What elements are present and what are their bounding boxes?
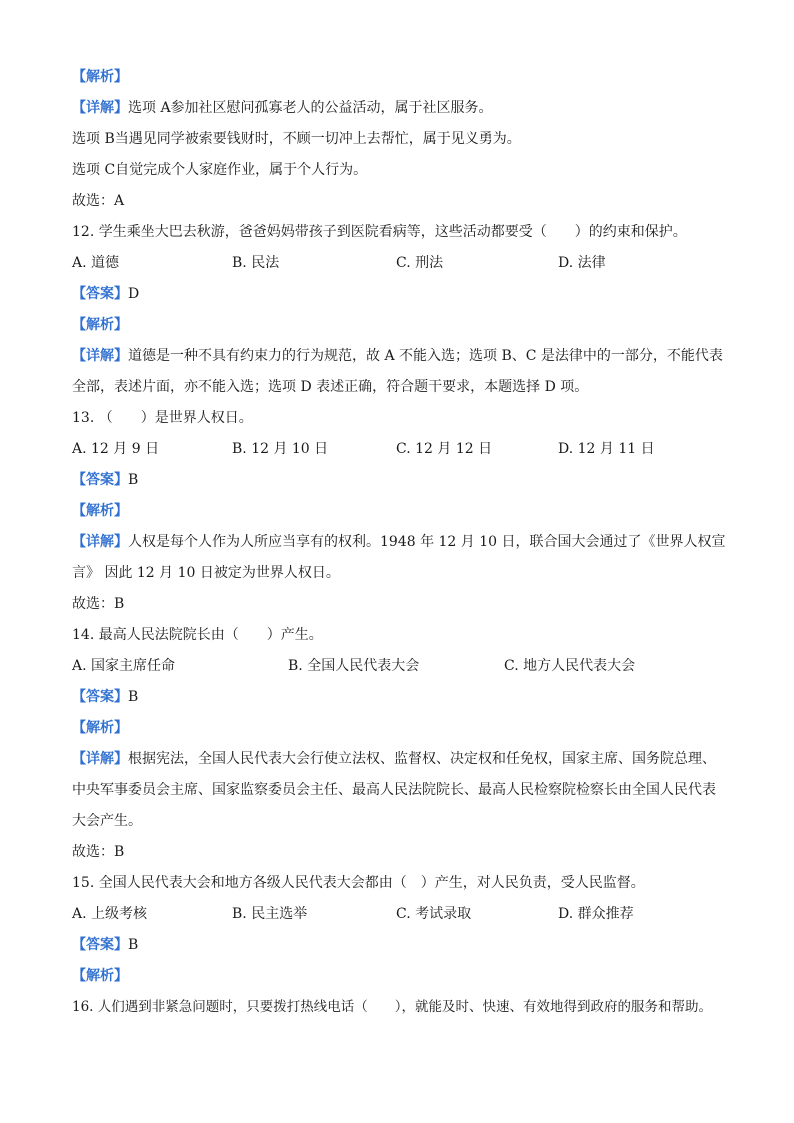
q13-option-a: A. 12 月 9 日	[72, 441, 160, 457]
q12-option-a: A. 道德	[72, 255, 120, 271]
q13-analysis-label: 【解析】	[72, 503, 128, 519]
q15-options	[72, 899, 742, 930]
q14-option-c: C. 地方人民代表大会	[504, 658, 636, 674]
q11-detail-line3: 选项 C自觉完成个人家庭作业，属于个人行为。	[72, 162, 368, 178]
q14-detail: 【详解】根据宪法，全国人民代表大会行使立法权、监督权、决定权和任免权，国家主席、国务院总理、	[72, 751, 716, 767]
q15-answer: 【答案】B	[72, 937, 139, 953]
q13-stem: 13. （ ）是世界人权日。	[72, 410, 253, 426]
q14-detail-line2: 中央军事委员会主席、国家监察委员会主任、最高人民法院院长、最高人民检察院检察长由全国人民代表	[72, 782, 716, 798]
q12-options	[72, 248, 742, 279]
q12-option-c: C. 刑法	[396, 255, 444, 271]
q15-analysis-label: 【解析】	[72, 968, 128, 984]
q13-detail-line2: 言》 因此 12 月 10 日被定为世界人权日。	[72, 565, 340, 581]
document-page	[72, 62, 742, 1023]
q14-choice: 故选：B	[72, 844, 125, 860]
q11-detail-line2: 选项 B当遇见同学被索要钱财时，不顾一切冲上去帮忙，属于见义勇为。	[72, 131, 521, 147]
q12-analysis-label: 【解析】	[72, 317, 128, 333]
q12-detail: 【详解】道德是一种不具有约束力的行为规范，故 A 不能入选；选项 B、C 是法律中的一部分，不能代表	[72, 348, 723, 364]
q14-options	[72, 651, 742, 682]
detail-label: 【详解】	[72, 100, 128, 116]
q14-analysis-label: 【解析】	[72, 720, 128, 736]
q13-choice: 故选：B	[72, 596, 125, 612]
q12-option-d: D. 法律	[558, 255, 606, 271]
q15-option-b: B. 民主选举	[232, 906, 308, 922]
q13-options	[72, 434, 742, 465]
q12-detail-line2: 全部，表述片面，亦不能入选；选项 D 表述正确，符合题干要求，本题选择 D 项。	[72, 379, 589, 395]
q13-detail: 【详解】人权是每个人作为人所应当享有的权利。1948 年 12 月 10 日，联合国大会通过了《世界人权宣	[72, 534, 726, 550]
q15-option-d: D. 群众推荐	[558, 906, 634, 922]
q14-option-a: A. 国家主席任命	[72, 658, 176, 674]
q13-option-d: D. 12 月 11 日	[558, 441, 655, 457]
q15-option-a: A. 上级考核	[72, 906, 148, 922]
q14-detail-line3: 大会产生。	[72, 813, 142, 829]
q15-stem: 15. 全国人民代表大会和地方各级人民代表大会都由（ ）产生，对人民负责，受人民监督。	[72, 875, 645, 891]
q16-stem: 16. 人们遇到非紧急问题时，只要拨打热线电话（ ），就能及时、快速、有效地得到政府的服务和帮助。	[72, 999, 713, 1015]
q14-answer: 【答案】B	[72, 689, 139, 705]
q12-option-b: B. 民法	[232, 255, 280, 271]
q12-stem: 12. 学生乘坐大巴去秋游，爸爸妈妈带孩子到医院看病等，这些活动都要受（ ）的约束和保护。	[72, 224, 687, 240]
q11-detail: 【详解】选项 A参加社区慰问孤寡老人的公益活动，属于社区服务。	[72, 100, 493, 116]
q11-analysis-label: 【解析】	[72, 69, 128, 85]
q15-option-c: C. 考试录取	[396, 906, 472, 922]
q13-option-c: C. 12 月 12 日	[396, 441, 493, 457]
q14-stem: 14. 最高人民法院院长由（ ）产生。	[72, 627, 323, 643]
q14-option-b: B. 全国人民代表大会	[288, 658, 420, 674]
q12-answer: 【答案】D	[72, 286, 140, 302]
q13-answer: 【答案】B	[72, 472, 139, 488]
q11-choice: 故选：A	[72, 193, 125, 209]
q13-option-b: B. 12 月 10 日	[232, 441, 329, 457]
